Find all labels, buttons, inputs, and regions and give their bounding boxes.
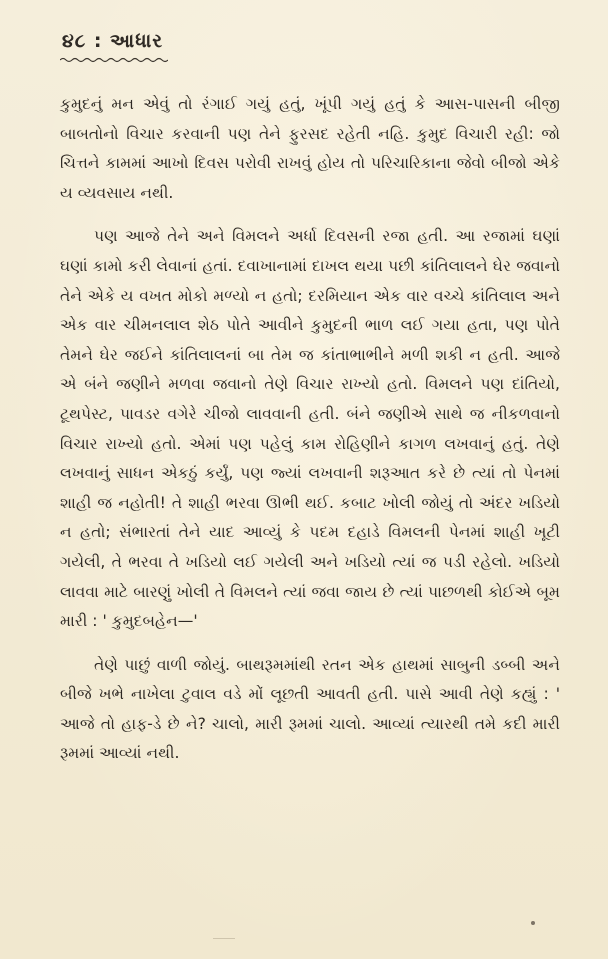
paragraph-2: પણ આજે તેને અને વિમલને અર્ધા દિવસની રજા હતી. આ રજામાં ઘણાં ઘણાં કામો કરી લેવાનાં હતાં. દવાખાનામાં દાખલ થયા પછી કાંતિલાલને ઘેર જવાનો તેને એકે ય વખત મોકો મળ્યો ન હતો; દરમિયાન એક વાર વચ્ચે કાંતિલાલ અને એક વાર ચીમનલાલ શેઠ પોતે આવીને કુમુદની ભાળ લઈ ગયા હતા, પણ પોતે તેમને ઘેર જઈને કાંતિલાલનાં બા તેમ જ કાંતાભાભીને મળી શકી ન હતી. આજે એ બંને જણીને મળવા જવાનો તેણે વિચાર રાખ્યો હતો. વિમલને પણ દાંતિયો, ટૂથપેસ્ટ, પાવડર વગેરે ચીજો લાવવાની હતી. બંને જણીએ સાથે જ નીકળવાનો વિચાર રાખ્યો હતો. એમાં પણ પહેલું કામ રોહિણીને કાગળ લખવાનું હતું. તેણે લખવાનું સાધન એકઠું કર્યું, પણ જ્યાં લખવાની શરૂઆત કરે છે ત્યાં તો પેનમાં શાહી જ નહોતી! તે શાહી ભરવા ઊભી થઈ. કબાટ ખોલી જોયું તો અંદર ખડિયો ન હતો; સંભારતાં તેને યાદ આવ્યું કે પદમ દહાડે વિમલની પેનમાં શાહી ખૂટી ગયેલી, તે ભરવા તે ખડિયો લઈ ગયેલી અને ખડિયો ત્યાં જ પડી રહેલો. ખડિયો લાવવા માટે બારણું ખોલી તે વિમલને ત્યાં જવા જાય છે ત્યાં પાછળથી કોઈએ બૂમ મારી : ' કુમુદબહેન—' <box>60 227 560 631</box>
paragraph-1: કુમુદનું મન એવું તો રંગાઈ ગયું હતું, ખૂંપી ગયું હતું કે આસ-પાસની બીજી બાબતોનો વિચાર કરવાની પણ તેને ફુરસદ રહેતી નહિ. કુમુદ વિચારી રહી: જો ચિત્તને કામમાં આખો દિવસ પરોવી રાખવું હોય તો પરિચારિકાના જેવો બીજો એકે ય વ્યવસાય નથી. <box>60 95 560 202</box>
footer-mark <box>213 938 235 939</box>
body-text <box>60 90 560 769</box>
paragraph-3: તેણે પાછું વાળી જોયું. બાથરૂમમાંથી રતન એક હાથમાં સાબુની ડબ્બી અને બીજે ખભે નાખેલા ટુવાલ વડે મોં લૂછતી આવતી હતી. પાસે આવી તેણે કહ્યું : ' આજે તો હાફ-ડે છે ને? ચાલો, મારી રૂમમાં ચાલો. આવ્યાં ત્યારથી તમે કદી મારી રૂમમાં આવ્યાં નથી. <box>60 655 560 763</box>
wavy-underline <box>60 57 168 63</box>
running-head: ૪૮ : આધાર <box>62 30 164 52</box>
ink-dot <box>531 921 535 925</box>
